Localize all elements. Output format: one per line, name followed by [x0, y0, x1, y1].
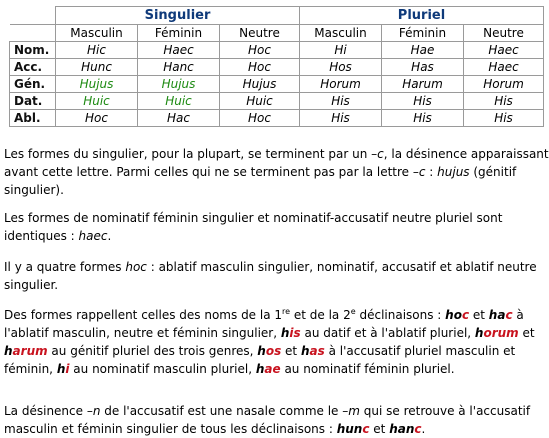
header-sg-neutre: Neutre [220, 25, 300, 42]
form-cell: Hanc [138, 59, 220, 76]
form-cell-highlight: Huic [138, 93, 220, 110]
case-label: Nom. [10, 42, 56, 59]
corner-cell [10, 7, 56, 25]
group-pluriel: Pluriel [300, 7, 544, 25]
form-cell-highlight: Huic [56, 93, 138, 110]
form-cell: His [300, 110, 382, 127]
form-cell: His [382, 110, 464, 127]
form-cell: His [464, 110, 544, 127]
paragraph-accusative-nasal: La désinence –n de l'accusatif est une nasale comme le –m qui se retrouve à l'accusatif masculin et féminin singulier de tous les déclinaisons : hunc et hanc. [4, 404, 531, 436]
form-cell: Hoc [220, 110, 300, 127]
form-cell: Haec [464, 59, 544, 76]
header-pl-masculin: Masculin [300, 25, 382, 42]
form-cell: His [382, 93, 464, 110]
paragraph-haec: Les formes de nominatif féminin singulier et nominatif-accusatif neutre pluriel sont identiques : haec. [4, 211, 503, 243]
gender-header-row [10, 25, 544, 42]
form-cell: Huic [220, 93, 300, 110]
header-sg-masculin: Masculin [56, 25, 138, 42]
row-nominative [10, 42, 544, 59]
row-accusative [10, 59, 544, 76]
form-cell: Hae [382, 42, 464, 59]
case-label: Dat. [10, 93, 56, 110]
form-cell: Haec [138, 42, 220, 59]
declension-table [9, 6, 544, 127]
corner-cell [10, 25, 56, 42]
form-cell: Hunc [56, 59, 138, 76]
case-label: Abl. [10, 110, 56, 127]
paragraph-hoc: Il y a quatre formes hoc : ablatif masculin singulier, nominatif, accusatif et ablatif neutre singulier. [4, 260, 537, 292]
row-dative [10, 93, 544, 110]
form-cell: Horum [464, 76, 544, 93]
group-header-row [10, 7, 544, 25]
group-singulier: Singulier [56, 7, 300, 25]
form-cell: Hoc [220, 59, 300, 76]
form-cell: Harum [382, 76, 464, 93]
form-cell: His [300, 93, 382, 110]
header-sg-feminin: Féminin [138, 25, 220, 42]
case-label: Acc. [10, 59, 56, 76]
form-cell: Has [382, 59, 464, 76]
header-pl-feminin: Féminin [382, 25, 464, 42]
form-cell: Horum [300, 76, 382, 93]
form-cell: Hi [300, 42, 382, 59]
paragraph-noun-parallels: Des formes rappellent celles des noms de la 1re et de la 2e déclinaisons : hoc et hac à l'ablatif masculin, neutre et féminin singulier, his au datif et à l'ablatif pluriel, horum et harum au génitif pluriel des trois genres, hos et has à l'accusatif pluriel masculin et féminin, hi au nominatif masculin pluriel, hae au nominatif féminin pluriel. [4, 307, 535, 376]
form-cell-highlight: Hujus [138, 76, 220, 93]
form-cell: Hic [56, 42, 138, 59]
case-label: Gén. [10, 76, 56, 93]
form-cell: Hac [138, 110, 220, 127]
row-ablative [10, 110, 544, 127]
form-cell: Hos [300, 59, 382, 76]
form-cell-highlight: Hujus [56, 76, 138, 93]
form-cell: Hoc [220, 42, 300, 59]
form-cell: Haec [464, 42, 544, 59]
form-cell: Hujus [220, 76, 300, 93]
form-cell: Hoc [56, 110, 138, 127]
form-cell: His [464, 93, 544, 110]
paragraph-singular-endings: Les formes du singulier, pour la plupart, se terminent par un –c, la désinence apparaissant avant cette lettre. Parmi celles qui ne se terminent pas par la lettre –c : hujus (génitif singulier). [4, 147, 549, 197]
row-genitive [10, 76, 544, 93]
header-pl-neutre: Neutre [464, 25, 544, 42]
